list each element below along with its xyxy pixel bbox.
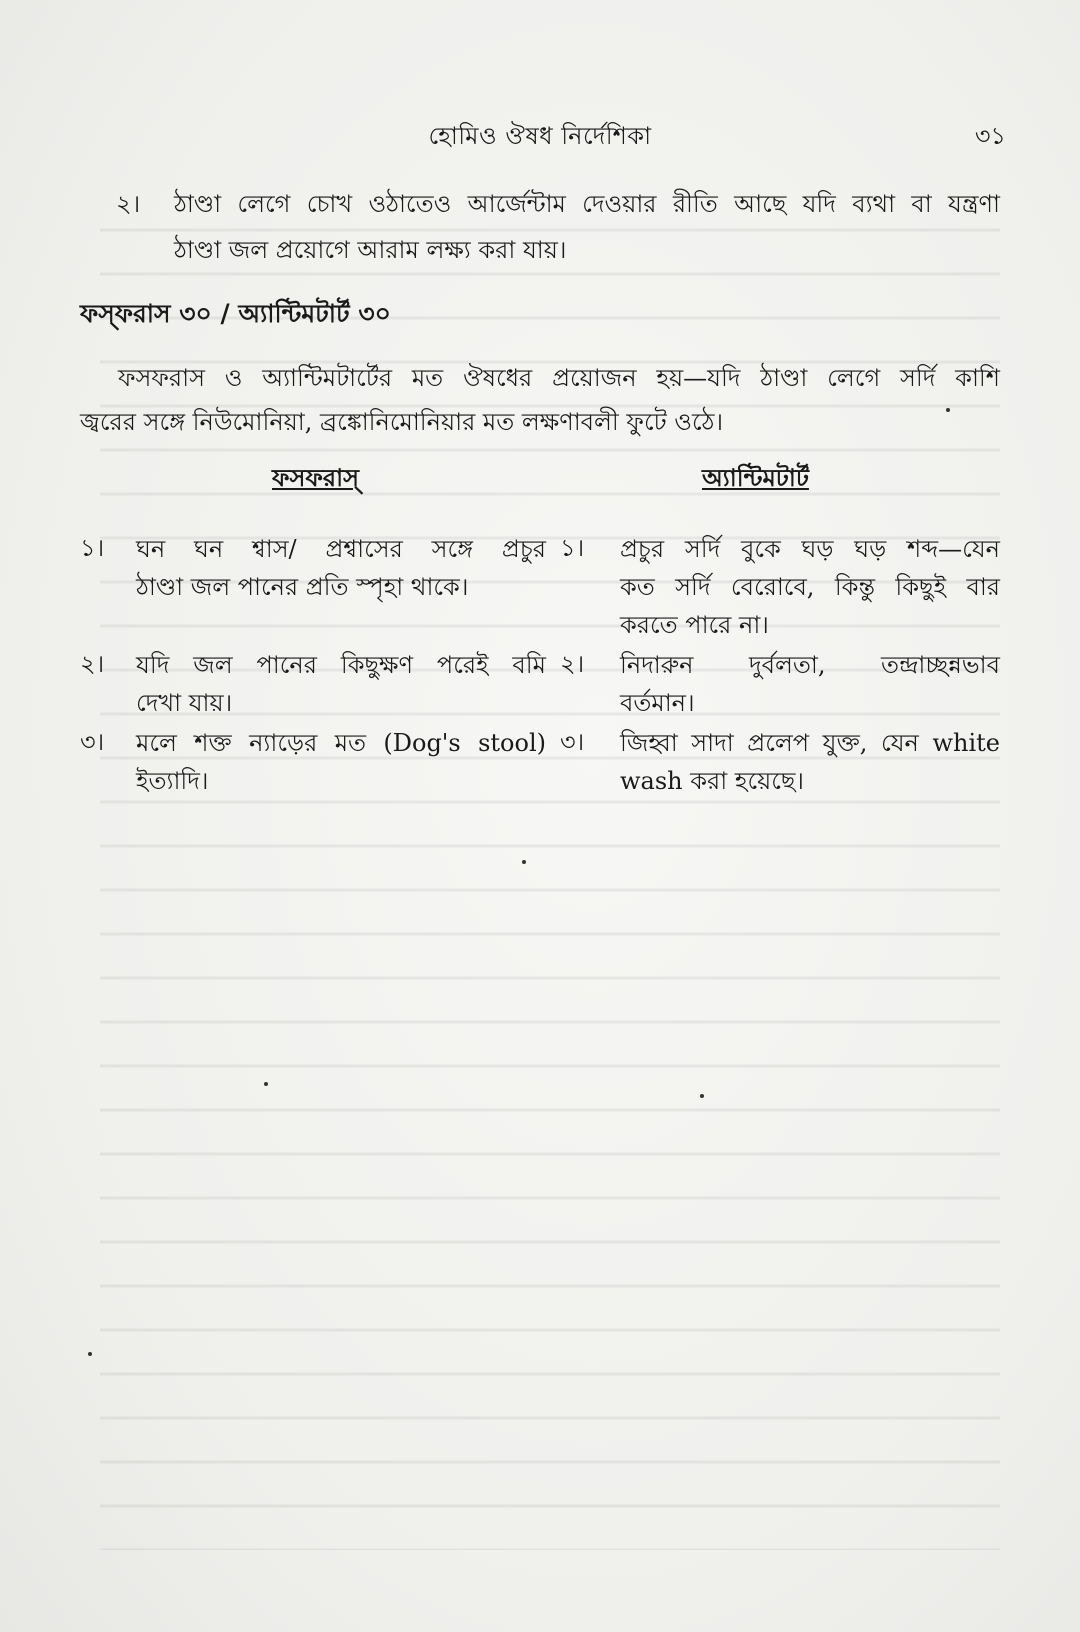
right-item-2-line-2: বর্তমান। bbox=[620, 689, 695, 717]
left-item-3-line-2: ইত্যাদি। bbox=[136, 767, 209, 795]
section-paragraph-line-2: জ্বরের সঙ্গে নিউমোনিয়া, ব্রঙ্কোনিমোনিয়ার মত লক্ষণাবলী ফুটে ওঠে। bbox=[80, 408, 724, 436]
ink-speck bbox=[522, 860, 526, 864]
ink-speck bbox=[700, 1094, 704, 1098]
intro-line-1: ঠাণ্ডা লেগে চোখ ওঠাতেও আর্জেন্টাম দেওয়ার রীতি আছে যদি ব্যথা বা যন্ত্রণা bbox=[174, 190, 1000, 218]
right-column-heading: অ্যান্টিমটার্ট bbox=[702, 463, 809, 492]
right-item-1-number: ১। bbox=[560, 534, 585, 562]
ink-speck bbox=[88, 1352, 92, 1356]
right-item-3-line-2: wash করা হয়েছে। bbox=[620, 767, 804, 795]
running-title: হোমিও ঔষধ নির্দেশিকা bbox=[428, 122, 652, 150]
left-column-heading: ফসফরাস্ bbox=[272, 463, 359, 492]
left-item-2-number: ২। bbox=[80, 650, 105, 678]
intro-number: ২। bbox=[116, 190, 141, 218]
left-item-1-line-1: ঘন ঘন শ্বাস/ প্রশ্বাসের সঙ্গে প্রচুর bbox=[136, 535, 546, 563]
right-item-2-number: ২। bbox=[560, 650, 585, 678]
left-item-2-line-1: যদি জল পানের কিছুক্ষণ পরেই বমি bbox=[136, 651, 546, 679]
right-item-1-line-1: প্রচুর সর্দি বুকে ঘড় ঘড় শব্দ—যেন bbox=[620, 535, 1000, 563]
right-item-3-number: ৩। bbox=[560, 728, 585, 756]
right-item-2-line-1: নিদারুন দুর্বলতা, তন্দ্রাচ্ছন্নভাব bbox=[620, 651, 1000, 679]
ink-speck bbox=[264, 1082, 268, 1086]
page-header bbox=[0, 118, 1080, 158]
right-item-1-line-3: করতে পারে না। bbox=[620, 611, 769, 639]
intro-line-2: ঠাণ্ডা জল প্রয়োগে আরাম লক্ষ্য করা যায়। bbox=[174, 236, 567, 264]
right-item-3-line-1: জিহ্বা সাদা প্রলেপ যুক্ত, যেন white bbox=[620, 729, 1000, 757]
page-number: ৩১ bbox=[974, 122, 1006, 150]
ink-speck bbox=[946, 408, 950, 412]
right-item-1-line-2: কত সর্দি বেরোবে, কিন্তু কিছুই বার bbox=[620, 573, 1000, 601]
left-item-3-number: ৩। bbox=[80, 728, 105, 756]
left-item-1-number: ১। bbox=[80, 534, 105, 562]
left-item-1-line-2: ঠাণ্ডা জল পানের প্রতি স্পৃহা থাকে। bbox=[136, 573, 469, 601]
left-item-2-line-2: দেখা যায়। bbox=[136, 689, 233, 717]
section-paragraph-line-1: ফসফরাস ও অ্যান্টিমটার্টের মত ঔষধের প্রয়োজন হয়—যদি ঠাণ্ডা লেগে সর্দি কাশি bbox=[118, 364, 1000, 392]
left-item-3-line-1: মলে শক্ত ন্যাড়ের মত (Dog's stool) bbox=[136, 729, 546, 757]
section-heading: ফস্‌ফরাস ৩০ / অ্যান্টিমটার্ট ৩০ bbox=[80, 299, 391, 328]
bleed-through-texture bbox=[100, 200, 1000, 1550]
